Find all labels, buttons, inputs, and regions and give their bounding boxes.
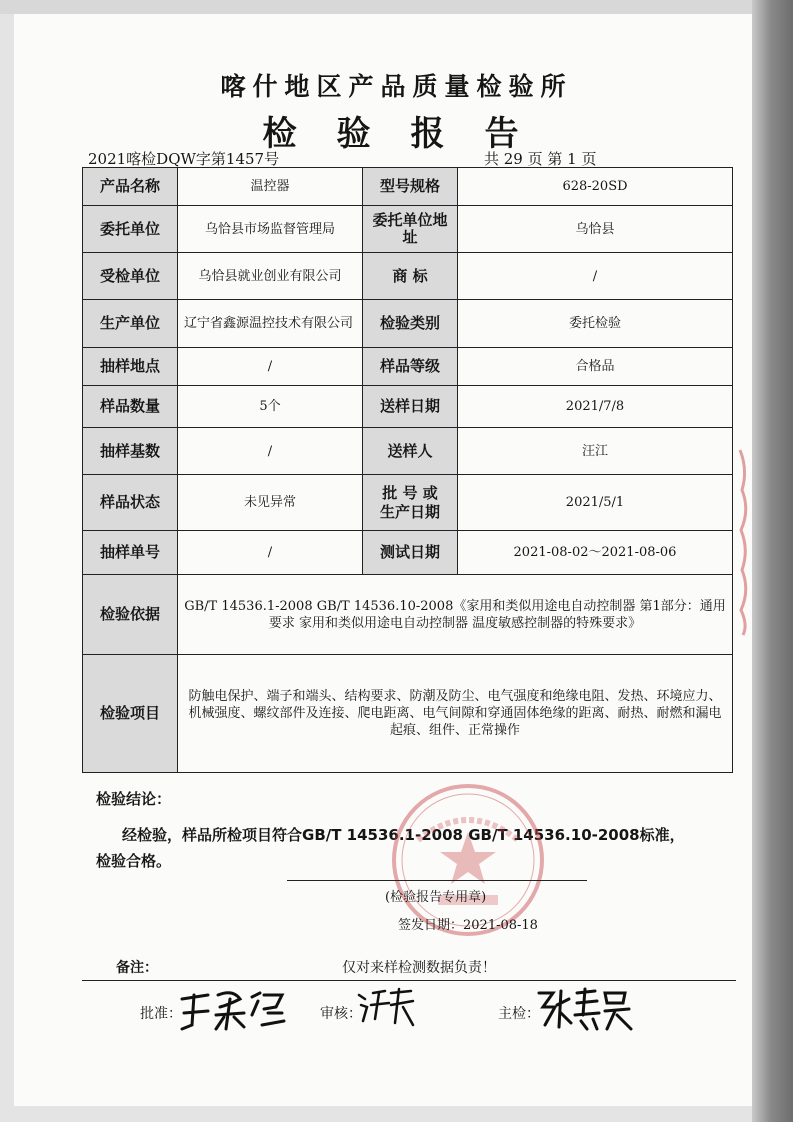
sample-no-value: / [178, 531, 363, 575]
table-row [83, 386, 733, 428]
delivery-date-label: 送样日期 [363, 386, 458, 428]
table-row [83, 348, 733, 386]
product-name-label: 产品名称 [83, 168, 178, 206]
client-label: 委托单位 [83, 206, 178, 253]
org-name: 喀什地区产品质量检验所 [220, 72, 573, 101]
table-row [83, 428, 733, 475]
table-row [83, 475, 733, 531]
category-value: 委托检验 [458, 300, 733, 348]
scan-border-top [0, 0, 793, 14]
table-row [83, 300, 733, 348]
sender-value: 汪江 [458, 428, 733, 475]
table-row [83, 206, 733, 253]
batch-label: 批 号 或 生产日期 [363, 475, 458, 531]
table-row [83, 168, 733, 206]
sample-no-label: 抽样单号 [83, 531, 178, 575]
grade-label: 样品等级 [363, 348, 458, 386]
approve-label: 批准： [140, 1006, 182, 1022]
product-name-value: 温控器 [178, 168, 363, 206]
approver-signature [178, 985, 288, 1035]
grade-value: 合格品 [458, 348, 733, 386]
seal-line [287, 880, 587, 881]
report-number: 2021喀检DQW字第1457号 [88, 150, 280, 168]
trademark-value: / [458, 253, 733, 300]
sampling-base-value: / [178, 428, 363, 475]
scan-border-right [752, 0, 793, 1122]
producer-value: 辽宁省鑫源温控技术有限公司 [178, 300, 363, 348]
conclusion-label: 检验结论： [96, 790, 172, 808]
test-date-value: 2021-08-02～2021-08-06 [458, 531, 733, 575]
main-inspector-signature [535, 985, 635, 1035]
basis-value: GB/T 14536.1-2008 GB/T 14536.10-2008《家用和类似用途电自动控制器 第1部分：通用要求 家用和类似用途电自动控制器 温度敏感控制器的特殊要求》 [178, 575, 733, 655]
table-row [83, 253, 733, 300]
category-label: 检验类别 [363, 300, 458, 348]
conclusion-text: 经检验，样品所检项目符合GB/T 14536.1-2008 GB/T 14536.10-2008标准，检验合格。 [96, 826, 685, 870]
client-address-value: 乌恰县 [458, 206, 733, 253]
remarks-divider [82, 980, 736, 981]
items-label: 检验项目 [83, 655, 178, 773]
table-row [83, 531, 733, 575]
main-inspector-label: 主检： [498, 1006, 540, 1022]
basis-label: 检验依据 [83, 575, 178, 655]
remarks-text: 仅对来样检测数据负责！ [342, 960, 496, 976]
test-date-label: 测试日期 [363, 531, 458, 575]
quantity-label: 样品数量 [83, 386, 178, 428]
condition-value: 未见异常 [178, 475, 363, 531]
model-label: 型号规格 [363, 168, 458, 206]
condition-label: 样品状态 [83, 475, 178, 531]
doc-title: 检验报告 [262, 114, 559, 154]
client-value: 乌恰县市场监督管理局 [178, 206, 363, 253]
info-table [82, 167, 733, 773]
seal-note: (检验报告专用章) [385, 890, 487, 905]
model-value: 628-20SD [458, 168, 733, 206]
page-info: 共 29 页 第 1 页 [484, 150, 597, 168]
inspected-unit-value: 乌恰县就业创业有限公司 [178, 253, 363, 300]
remarks-label: 备注： [116, 960, 158, 976]
sampling-site-value: / [178, 348, 363, 386]
review-label: 审核： [320, 1006, 362, 1022]
trademark-label: 商 标 [363, 253, 458, 300]
producer-label: 生产单位 [83, 300, 178, 348]
table-row [83, 655, 733, 773]
inspected-unit-label: 受检单位 [83, 253, 178, 300]
perforation-stamp-edge [738, 440, 752, 640]
client-address-label: 委托单位地址 [363, 206, 458, 253]
table-row [83, 575, 733, 655]
sampling-base-label: 抽样基数 [83, 428, 178, 475]
issue-date: 签发日期：2021-08-18 [398, 918, 538, 933]
sender-label: 送样人 [363, 428, 458, 475]
delivery-date-value: 2021/7/8 [458, 386, 733, 428]
reviewer-signature [355, 985, 415, 1030]
sampling-site-label: 抽样地点 [83, 348, 178, 386]
quantity-value: 5个 [178, 386, 363, 428]
batch-value: 2021/5/1 [458, 475, 733, 531]
items-value: 防触电保护、端子和端头、结构要求、防潮及防尘、电气强度和绝缘电阻、发热、环境应力、机械强度、螺纹部件及连接、爬电距离、电气间隙和穿通固体绝缘的距离、耐热、耐燃和漏电起痕、组件、正常操作 [178, 655, 733, 773]
